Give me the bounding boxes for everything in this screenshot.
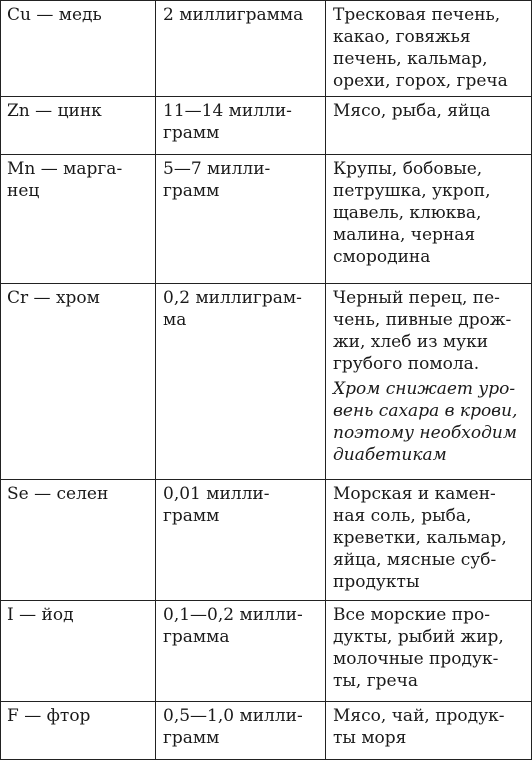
dose-text: грамм [163, 123, 220, 143]
element-text: I — йод [7, 605, 74, 625]
table-row [1, 480, 532, 601]
sources-text: щавель, клюква, [333, 203, 482, 223]
table-row [1, 702, 532, 760]
table-row [1, 1, 532, 97]
sources-text: петрушка, укроп, [333, 181, 491, 201]
dose-cell [156, 1, 326, 97]
element-cell [1, 155, 156, 284]
table-row [1, 155, 532, 284]
dose-cell [156, 155, 326, 284]
sources-text: какао, говяжья [333, 27, 471, 47]
sources-cell [326, 284, 532, 480]
dose-text: 0,5—1,0 милли- [163, 706, 303, 726]
element-text: нец [7, 181, 40, 201]
table-row [1, 97, 532, 155]
note-text: диабетикам [333, 445, 447, 465]
sources-text: ты, греча [333, 671, 418, 691]
sources-text: креветки, кальмар, [333, 528, 507, 548]
sources-text: яйца, мясные суб- [333, 550, 497, 570]
dose-text: грамм [163, 728, 220, 748]
element-cell [1, 284, 156, 480]
sources-cell [326, 702, 532, 760]
sources-text: Крупы, бобовые, [333, 159, 483, 179]
note-text: поэтому необходим [333, 423, 517, 443]
sources-text: Морская и камен- [333, 484, 496, 504]
note-text: Хром снижает уро- [333, 379, 516, 399]
element-text: Cr — хром [7, 288, 100, 308]
sources-text: смородина [333, 247, 431, 267]
element-text: Mn — марга- [7, 159, 123, 179]
dose-cell [156, 480, 326, 601]
sources-text: продукты [333, 572, 420, 592]
sources-text: печень, кальмар, [333, 49, 488, 69]
sources-text: чень, пивные дрож- [333, 310, 512, 330]
sources-cell [326, 480, 532, 601]
chromium-note [333, 378, 523, 466]
dose-text: 0,1—0,2 милли- [163, 605, 303, 625]
dose-text: грамм [163, 181, 220, 201]
dose-text: 11—14 милли- [163, 101, 292, 121]
element-cell [1, 601, 156, 702]
element-text: Cu — медь [7, 5, 102, 25]
dose-cell [156, 97, 326, 155]
table-body [1, 1, 532, 760]
sources-text: дукты, рыбий жир, [333, 627, 504, 647]
sources-text: Тресковая печень, [333, 5, 501, 25]
dose-text: грамм [163, 506, 220, 526]
element-text: Zn — цинк [7, 101, 102, 121]
sources-text: жи, хлеб из муки [333, 332, 489, 352]
sources-text: малина, черная [333, 225, 476, 245]
sources-cell [326, 1, 532, 97]
element-text: Se — селен [7, 484, 109, 504]
note-text: вень сахара в крови, [333, 401, 518, 421]
dose-cell [156, 284, 326, 480]
element-text: F — фтор [7, 706, 91, 726]
sources-text: Мясо, чай, продук- [333, 706, 505, 726]
sources-text: молочные продук- [333, 649, 499, 669]
element-cell [1, 1, 156, 97]
element-cell [1, 480, 156, 601]
sources-text: орехи, горох, греча [333, 71, 508, 91]
dose-text: 0,2 миллиграм- [163, 288, 302, 308]
sources-cell [326, 97, 532, 155]
sources-text: Мясо, рыба, яйца [333, 101, 491, 121]
sources-text: ты моря [333, 728, 407, 748]
sources-text: Черный перец, пе- [333, 288, 500, 308]
element-cell [1, 97, 156, 155]
dose-text: 0,01 милли- [163, 484, 270, 504]
sources-text: Все морские про- [333, 605, 490, 625]
sources-text: грубого помола. [333, 354, 480, 374]
dose-text: 5—7 милли- [163, 159, 271, 179]
sources-cell [326, 601, 532, 702]
dose-cell [156, 702, 326, 760]
dose-text: ма [163, 310, 187, 330]
table-row [1, 284, 532, 480]
sources-text: ная соль, рыба, [333, 506, 472, 526]
dose-cell [156, 601, 326, 702]
sources-cell [326, 155, 532, 284]
element-cell [1, 702, 156, 760]
dose-text: 2 миллиграмма [163, 5, 304, 25]
table-row [1, 601, 532, 702]
dose-text: грамма [163, 627, 230, 647]
